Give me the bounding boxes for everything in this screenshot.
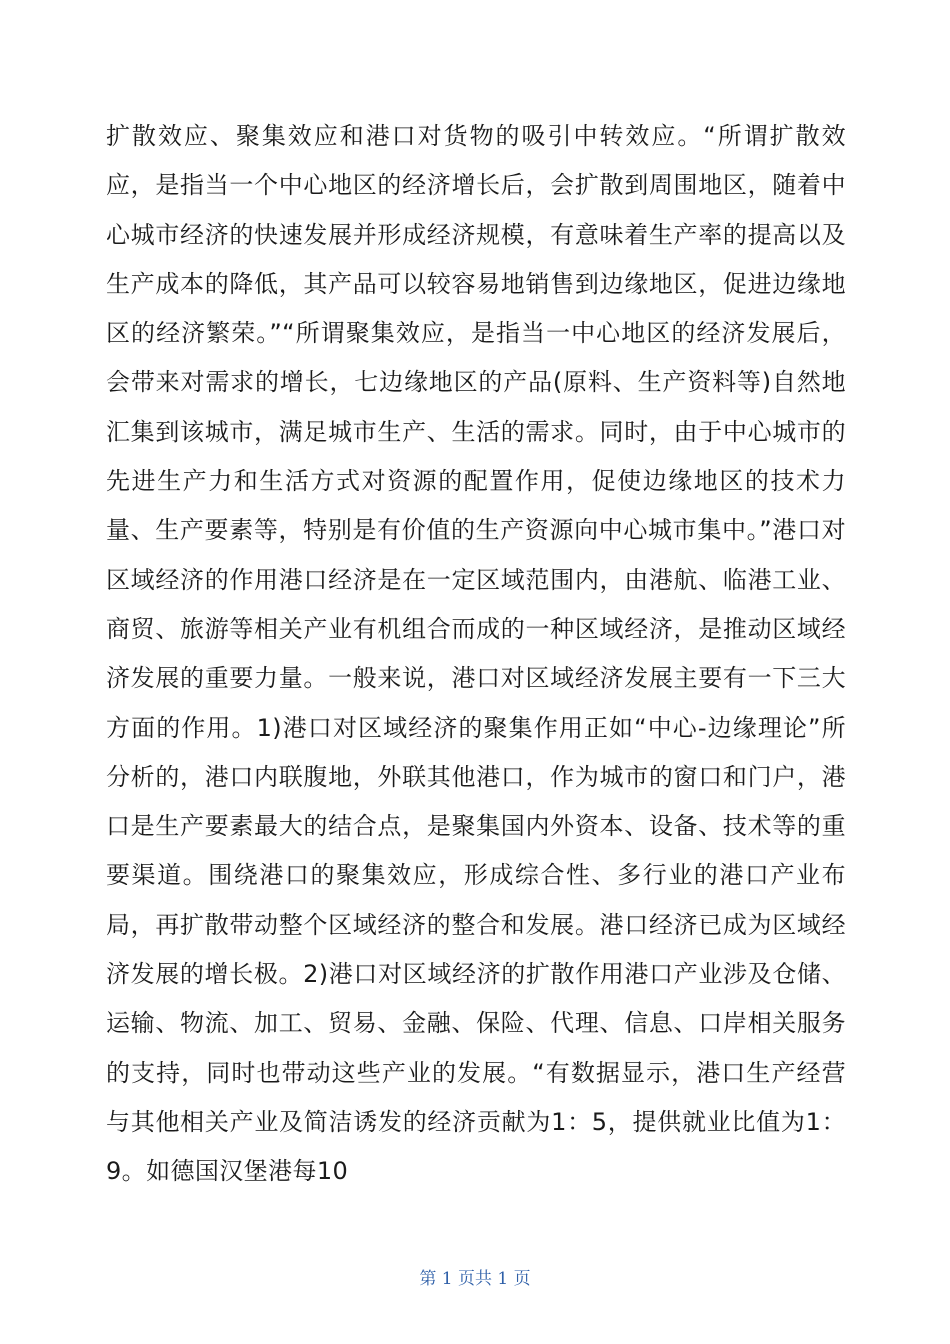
page-footer: 第 1 页共 1 页 bbox=[419, 1269, 531, 1289]
body-paragraph: 扩散效应、聚集效应和港口对货物的吸引中转效应。“所谓扩散效应，是指当一个中心地区的经济增长后，会扩散到周围地区，随着中心城市经济的快速发展并形成经济规模，有意味着生产率的提高以及生产成本的降低，其产品可以较容易地销售到边缘地区，促进边缘地区的经济繁荣。”“所谓聚集效应，是指当一中心地区的经济发展后，会带来对需求的增长，七边缘地区的产品(原料、生产资料等)自然地汇集到该城市，满足城市生产、生活的需求。同时，由于中心城市的先进生产力和生活方式对资源的配置作用，促使边缘地区的技术力量、生产要素等，特别是有价值的生产资源向中心城市集中。”港口对区域经济的作用港口经济是在一定区域范围内，由港航、临港工业、商贸、旅游等相关产业有机组合而成的一种区域经济，是推动区域经济发展的重要力量。一般来说，港口对区域经济发展主要有一下三大方面的作用。1)港口对区域经济的聚集作用正如“中心-边缘理论”所分析的，港口内联腹地，外联其他港口，作为城市的窗口和门户，港口是生产要素最大的结合点，是聚集国内外资本、设备、技术等的重要渠道。围绕港口的聚集效应，形成综合性、多行业的港口产业布局，再扩散带动整个区域经济的整合和发展。港口经济已成为区域经济发展的增长极。2)港口对区域经济的扩散作用港口产业涉及仓储、运输、物流、加工、贸易、金融、保险、代理、信息、口岸相关服务的支持，同时也带动这些产业的发展。“有数据显示，港口生产经营与其他相关产业及简洁诱发的经济贡献为1：5，提供就业比值为1：9。如德国汉堡港每10 bbox=[106, 122, 846, 1186]
